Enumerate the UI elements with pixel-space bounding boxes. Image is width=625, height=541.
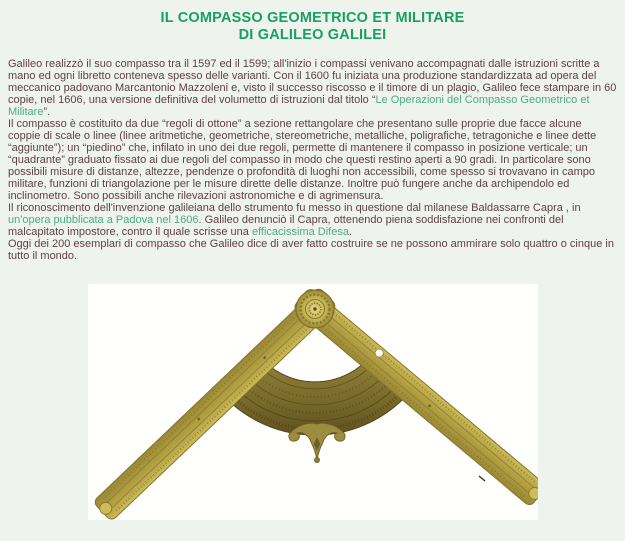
galileo-compass-photo [88, 284, 538, 520]
paragraph-text: Oggi dei 200 esemplari di compasso che Galileo dice di aver fatto costruire se ne possono ammirare solo quattro o cinque in tutto il mondo. [8, 238, 614, 262]
page-title-line2: DI GALILEO GALILEI [238, 27, 387, 43]
compass-photo-frame [88, 284, 538, 520]
paragraph [8, 238, 617, 262]
inline-link[interactable]: efficacissima Difesa [251, 226, 349, 238]
compass-pivot-rosette [296, 290, 334, 328]
paragraph [8, 202, 617, 238]
paragraph [8, 118, 617, 202]
paragraph-text: Il riconoscimento dell'invenzione galileiana dello strumento fu messo in questione dal milanese Baldassarre Capra , in [8, 202, 581, 214]
page-title [0, 10, 625, 44]
paragraph-text: Galileo realizzò il suo compasso tra il 1597 ed il 1599; all'inizio i compassi venivano accompagnati dalle istruzioni scritte a mano ed ogni libretto conteneva spesso delle varianti. Con il 1600 fu iniziata una produzione standardizzata ad opera del meccanico padovano Marcantonio Mazzoleni e, visto il successo riscosso e il timore di un plagio, Galileo fece stampare in 60 copie, nel 1606, una versione definitiva del volumetto di istruzioni dal titolo “ [8, 58, 617, 106]
inline-link[interactable]: un'opera pubblicata a Padova nel 1606 [8, 214, 199, 226]
paragraph-text: . Galileo denunciò il Capra, ottenendo piena soddisfazione nei confronti del malcapitato impostore, contro il quale scrisse una [8, 214, 564, 238]
article [0, 58, 625, 262]
paragraph [8, 58, 617, 118]
page-title-line1: IL COMPASSO GEOMETRICO ET MILITARE [160, 10, 465, 26]
inline-link[interactable]: Le Operazioni del Compasso Geometrico et Militare [8, 94, 590, 118]
paragraph-text: Il compasso è costituito da due “regoli di ottone” a sezione rettangolare che presentano sulle proprie due facce alcune coppie di scale o linee (linee aritmetiche, geometriche, stereometriche, metalliche, poligrafiche, tetragoniche e linee dette “aggiunte”); un “piedino” che, infilato in uno dei due regoli, permette di mantenere il compasso in posizione verticale; un “quadrante” graduato fissato ai due regoli del compasso in modo che questi restino aperti a 90 gradi. In particolare sono possibili misure di distanze, altezze, pendenze o profondità di luoghi non accessibili, come spesso si trovavano in campo militare, funzioni di triangolazione per le misure dirette delle distanze. Inoltre può fungere anche da archipendolo ed inclinometro. Sono possibili anche rilevazioni astronomiche e di agrimensura. [8, 118, 597, 202]
paragraph-text: . [348, 226, 353, 238]
photo-speck [479, 476, 485, 481]
galileo-compass-page [0, 10, 625, 541]
paragraph-text: ”. [43, 106, 51, 118]
compass-scroll-ornament [288, 423, 344, 462]
